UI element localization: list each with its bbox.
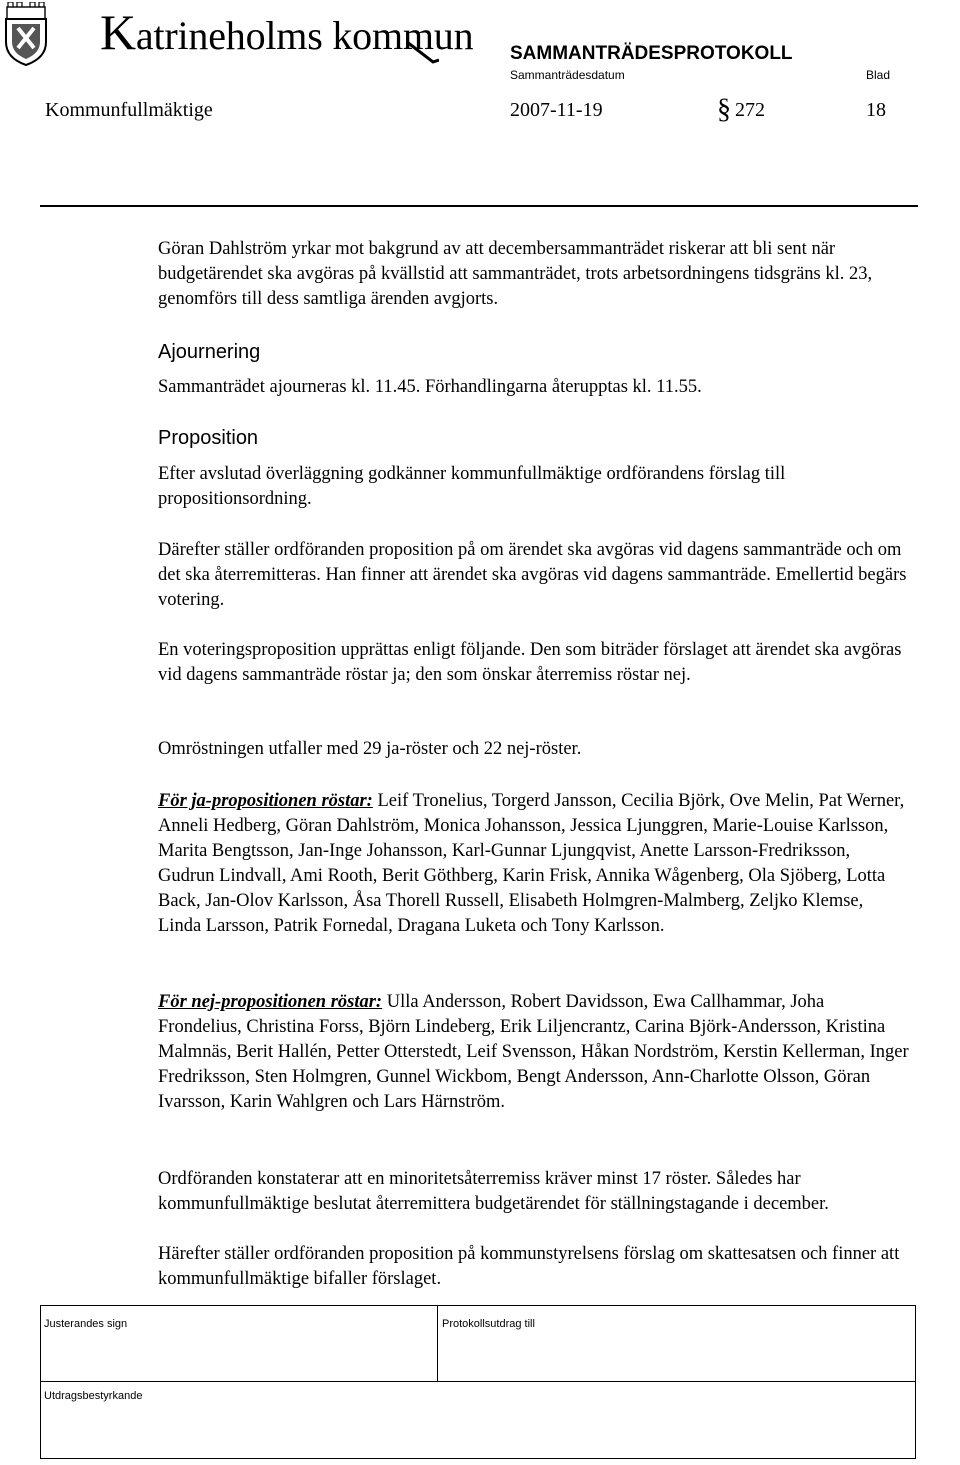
paragraph-yes-votes <box>158 789 910 939</box>
no-votes-label: För nej-propositionen röstar: <box>158 992 383 1012</box>
paragraph-proposition: Därefter ställer ordföranden proposition på om ärendet ska avgöras vid dagens sammanträde och om det ska återremitteras. Han finner att ärendet ska avgöras vid dagens sammanträde. Emellertid begärs votering. <box>158 540 907 610</box>
header-divider <box>40 205 918 207</box>
date-label: Sammanträdesdatum <box>510 68 625 82</box>
paragraph-result: Omröstningen utfaller med 29 ja-röster och 22 nej-röster. <box>158 739 582 759</box>
no-votes-names: Ulla Andersson, Robert Davidsson, Ewa Callhammar, Joha Frondelius, Christina Forss, Björn Lindeberg, Erik Liljencrantz, Carina Björk-Andersson, Kristina Malmnäs, Berit Hallén, Petter Otterstedt, Leif Svensson, Håkan Nordström, Kerstin Kellerman, Inger Fredriksson, Sten Holmgren, Gunnel Wickbom, Bengt Andersson, Ann-Charlotte Olsson, Göran Ivarsson, Karin Wahlgren och Lars Härnström. <box>158 992 909 1112</box>
page-label: Blad <box>866 68 891 82</box>
municipal-crest-logo <box>2 2 50 66</box>
document-type: SAMMANTRÄDESPROTOKOLL <box>510 43 793 64</box>
page-number: 18 <box>866 99 886 121</box>
yes-votes-label: För ja-propositionen röstar: <box>158 791 373 811</box>
logo-swoosh-icon <box>405 40 439 66</box>
signature-label: Justerandes sign <box>44 1318 128 1330</box>
body-name: Kommunfullmäktige <box>45 99 213 121</box>
paragraph-adjournment: Sammanträdet ajourneras kl. 11.45. Förhandlingarna återupptas kl. 11.55. <box>158 377 702 397</box>
paragraph-motion: Göran Dahlström yrkar mot bakgrund av att decembersammanträdet riskerar att bli sent när budgetärendet ska avgöras på kvällstid att sammanträdet, trots arbetsordningens tidsgräns kl. 23, genomförs till dess samtliga ärenden avgjorts. <box>158 239 873 309</box>
meeting-date: 2007-11-19 <box>510 99 603 121</box>
certification-label: Utdragsbestyrkande <box>44 1390 143 1402</box>
section-number: 272 <box>735 99 765 121</box>
paragraph-order: Efter avslutad överläggning godkänner kommunfullmäktige ordförandens förslag till propositionsordning. <box>158 464 786 509</box>
paragraph-minority-remiss: Ordföranden konstaterar att en minoritetsåterremiss kräver minst 17 röster. Således har kommunfullmäktige beslutat återremittera budgetärendet för ställningstagande i december. <box>158 1169 829 1214</box>
logo-initial: K <box>100 4 136 60</box>
yes-votes-names: Leif Tronelius, Torgerd Jansson, Cecilia Björk, Ove Melin, Pat Werner, Anneli Hedberg, Göran Dahlström, Monica Johansson, Jessica Ljunggren, Marie-Louise Karlsson, Marita Bengtsson, Jan-Inge Johansson, Karl-Gunnar Ljungqvist, Anette Larsson-Fredriksson, Gudrun Lindvall, Ami Rooth, Berit Göthberg, Karin Frisk, Annika Wågenberg, Ola Sjöberg, Lotta Back, Jan-Olov Karlsson, Åsa Thorell Russell, Elisabeth Holmgren-Malmberg, Zeljko Klemse, Linda Larsson, Patrik Fornedal, Dragana Luketa och Tony Karlsson. <box>158 791 905 936</box>
section-symbol: § <box>717 94 731 125</box>
paragraph-voting-proposition: En voteringsproposition upprättas enligt följande. Den som biträder förslaget att ärendet ska avgöras vid dagens sammanträde röstar ja; den som önskar återremiss röstar nej. <box>158 640 902 685</box>
footer-horizontal-divider <box>40 1381 916 1382</box>
paragraph-tax-rate: Härefter ställer ordföranden proposition på kommunstyrelsens förslag om skattesatsen och finner att kommunfullmäktige bifaller förslaget. <box>158 1244 900 1289</box>
footer-vertical-divider <box>437 1305 438 1381</box>
logo-rest: atrineholms kommun <box>135 13 474 58</box>
extract-recipients-label: Protokollsutdrag till <box>442 1318 535 1330</box>
heading-ajournering: Ajournering <box>158 341 261 363</box>
heading-proposition: Proposition <box>158 427 259 449</box>
paragraph-no-votes <box>158 990 910 1115</box>
